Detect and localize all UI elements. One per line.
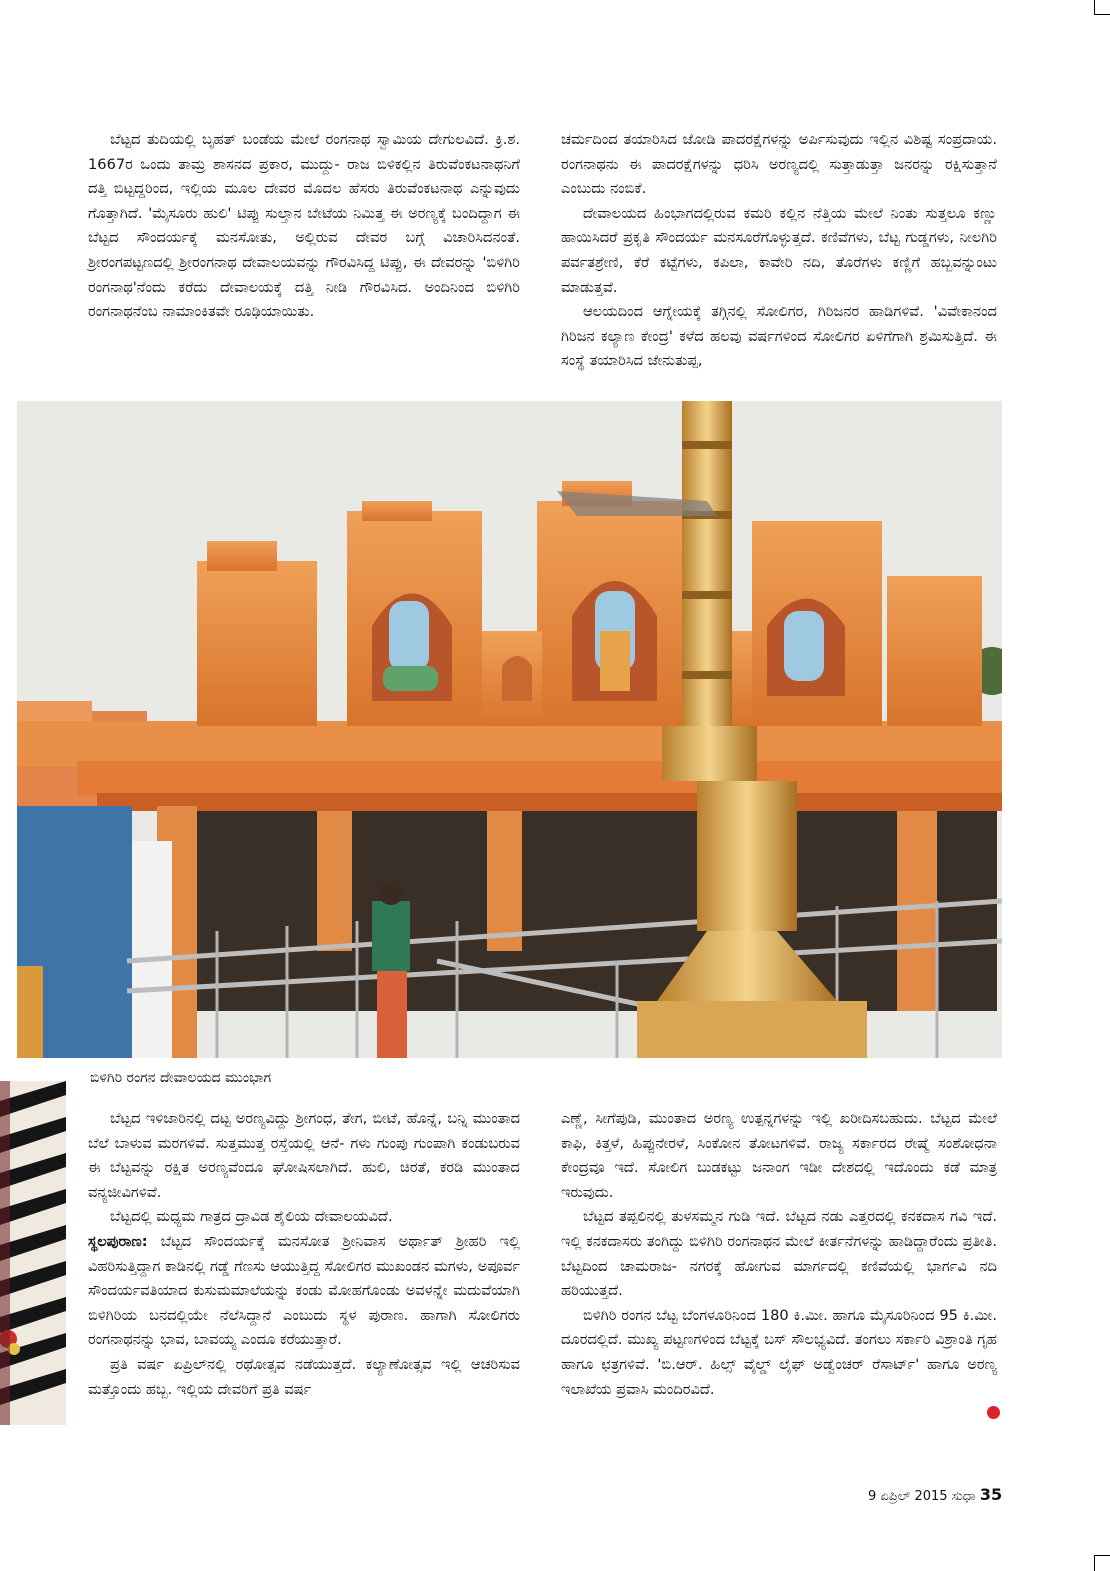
paragraph: ಬೆಟ್ಟದ ತುದಿಯಲ್ಲಿ ಬೃಹತ್ ಬಂಡೆಯ ಮೇಲೆ ರಂಗನಾಥ ಸ್ವಾಮಿಯ ದೇಗುಲವಿದೆ. ಕ್ರಿ.ಶ. 1667ರ ಒಂದು ತಾಮ್ರ ಶಾಸನದ ಪ್ರಕಾರ, ಮುದ್ದು- ರಾಜ ಬಿಳಿಕಲ್ಲಿನ ತಿರುವೆಂಕಟನಾಥನಿಗೆ ದತ್ತಿ ಬಿಟ್ಟದ್ದರಿಂದ, ಇಲ್ಲಿಯ ಮೂಲ ದೇವರ ಮೊದಲ ಹೆಸರು ತಿರುವೆಂಕಟನಾಥ ಎನ್ನುವುದು ಗೊತ್ತಾಗಿದೆ. 'ಮೈಸೂರು ಹುಲಿ' ಟಿಪ್ಪು ಸುಲ್ತಾನ ಬೇಟೆಯ ನಿಮಿತ್ತ ಈ ಅರಣ್ಯಕ್ಕೆ ಬಂದಿದ್ದಾಗ ಈ ಬೆಟ್ಟದ ಸೌಂದರ್ಯಕ್ಕೆ ಮನಸೋತು, ಅಲ್ಲಿರುವ ದೇವರ ಬಗ್ಗೆ ವಿಚಾರಿಸಿದನಂತೆ. ಶ್ರೀರಂಗಪಟ್ಟಣದಲ್ಲಿ ಶ್ರೀರಂಗನಾಥ ದೇವಾಲಯವನ್ನು ಗೌರವಿಸಿದ್ದ ಟಿಪ್ಪು, ಈ ದೇವರನ್ನು 'ಬಿಳಿಗಿರಿ ರಂಗನಾಥ'ನೆಂದು ಕರೆದು ದೇವಾಲಯಕ್ಕೆ ದತ್ತಿ ನೀಡಿ ಗೌರವಿಸಿದ. ಅಂದಿನಿಂದ ಬಿಳಿಗಿರಿ ರಂಗನಾಥನೆಂಬ ನಾಮಾಂಕಿತವೇ ರೂಢಿಯಾಯಿತು. [88,131,520,321]
article-bottom-right-column [561,1107,997,1402]
temple-front-photo [17,401,1002,1058]
paragraph: ಬೆಟ್ಟದಲ್ಲಿ ಮಧ್ಯಮ ಗಾತ್ರದ ದ್ರಾವಿಡ ಶೈಲಿಯ ದೇವಾಲಯವಿದೆ. [110,1208,393,1226]
paragraph: ಬೆಟ್ಟದ ತಪ್ಪಲಿನಲ್ಲಿ ತುಳಸಮ್ಮನ ಗುಡಿ ಇದೆ. ಬೆಟ್ಟದ ನಡು ಎತ್ತರದಲ್ಲಿ ಕನಕದಾಸ ಗವಿ ಇದೆ. ಇಲ್ಲಿ ಕನಕದಾಸರು ತಂಗಿದ್ದು ಬಿಳಿಗಿರಿ ರಂಗನಾಥನ ಮೇಲೆ ಕೀರ್ತನೆಗಳನ್ನು ಹಾಡಿದ್ದಾರೆಂದು ಪ್ರತೀತಿ. ಬೆಟ್ಟದಿಂದ ಚಾಮರಾಜ- ನಗರಕ್ಕೆ ಹೋಗುವ ಮಾರ್ಗದಲ್ಲಿ ಕಣಿವೆಯಲ್ಲಿ ಭಾರ್ಗವಿ ನದಿ ಹರಿಯುತ್ತದೆ. [561,1208,997,1300]
article-top-left-column [88,128,520,325]
side-photo-strip [0,1081,66,1425]
paragraph: ಪ್ರತಿ ವರ್ಷ ಏಪ್ರಿಲ್‌ನಲ್ಲಿ ರಥೋತ್ಸವ ನಡೆಯುತ್ತದೆ. ಕಲ್ಯಾಣೋತ್ಸವ ಇಲ್ಲಿ ಆಚರಿಸುವ ಮತ್ತೊಂದು ಹಬ್ಬ. ಇಲ್ಲಿಯ ದೇವರಿಗೆ ಪ್ರತಿ ವರ್ಷ [88,1355,520,1398]
paragraph: ಬಿಳಿಗಿರಿ ರಂಗನ ಬೆಟ್ಟ ಬೆಂಗಳೂರಿನಿಂದ 180 ಕಿ.ಮೀ. ಹಾಗೂ ಮೈಸೂರಿನಿಂದ 95 ಕಿ.ಮೀ. ದೂರದಲ್ಲಿದೆ. ಮುಖ್ಯ ಪಟ್ಟಣಗಳಿಂದ ಬೆಟ್ಟಕ್ಕೆ ಬಸ್ ಸೌಲಭ್ಯವಿದೆ. ತಂಗಲು ಸರ್ಕಾರಿ ವಿಶ್ರಾಂತಿ ಗೃಹ ಹಾಗೂ ಛತ್ರಗಳಿವೆ. 'ಬಿ.ಆರ್. ಹಿಲ್ಸ್ ವೈಲ್ಡ್ ಲೈಫ್ ಅಡ್ವೆಂಚರ್ ರೆಸಾರ್ಟ್' ಹಾಗೂ ಅರಣ್ಯ ಇಲಾಖೆಯ ಪ್ರವಾಸಿ ಮಂದಿರವಿದೆ. [561,1306,997,1398]
paragraph: ಎಣ್ಣೆ, ಸೀಗೆಪುಡಿ, ಮುಂತಾದ ಅರಣ್ಯ ಉತ್ಪನ್ನಗಳನ್ನು ಇಲ್ಲಿ ಖರೀದಿಸಬಹುದು. ಬೆಟ್ಟದ ಮೇಲೆ ಕಾಫಿ, ಕಿತ್ತಳೆ, ಹಿಪ್ಪುನೇರಳೆ, ಸಿಂಕೋನ ತೋಟಗಳಿವೆ. ರಾಜ್ಯ ಸರ್ಕಾರದ ರೇಷ್ಮೆ ಸಂಶೋಧನಾ ಕೇಂದ್ರವೂ ಇದೆ. ಸೋಲಿಗ ಬುಡಕಟ್ಟು ಜನಾಂಗ ಇಡೀ ದೇಶದಲ್ಲಿ ಇದೊಂದು ಕಡೆ ಮಾತ್ರ ಇರುವುದು. [561,1110,997,1201]
crop-mark-top-h [1094,14,1110,15]
article-top-right-column [561,128,997,374]
article-end-mark [987,1406,1000,1419]
issue-date: 9 ಏಪ್ರಿಲ್ 2015 [868,1489,948,1504]
magazine-name: ಸುಧಾ [951,1489,976,1504]
paragraph: ದೇವಾಲಯದ ಹಿಂಭಾಗದಲ್ಲಿರುವ ಕಮರಿ ಕಲ್ಲಿನ ನೆತ್ತಿಯ ಮೇಲೆ ನಿಂತು ಸುತ್ತಲೂ ಕಣ್ಣು ಹಾಯಿಸಿದರೆ ಪ್ರಕೃತಿ ಸೌಂದರ್ಯ ಮನಸೂರೆಗೊಳ್ಳುತ್ತದೆ. ಕಣಿವೆಗಳು, ಬೆಟ್ಟ ಗುಡ್ಡಗಳು, ನೀಲಗಿರಿ ಪರ್ವತಶ್ರೇಣಿ, ಕೆರೆ ಕಟ್ಟೆಗಳು, ಕಪಿಲಾ, ಕಾವೇರಿ ನದಿ, ತೊರೆಗಳು ಕಣ್ಣಿಗೆ ಹಬ್ಬವನ್ನುಂಟು ಮಾಡುತ್ತವೆ. [561,204,997,296]
crop-mark-bottom-h [1094,1555,1110,1556]
striped-saree-illustration [0,1081,66,1425]
crop-mark-top [1094,0,1095,14]
page-footer [868,1485,1002,1504]
sthala-purana-label: ಸ್ಥಲಪುರಾಣ: [88,1232,148,1250]
sthala-purana-paragraph [88,1230,520,1353]
sthala-purana-text: ಬೆಟ್ಟದ ಸೌಂದರ್ಯಕ್ಕೆ ಮನಸೋತ ಶ್ರೀನಿವಾಸ ಅರ್ಥಾತ್ ಶ್ರೀಹರಿ ಇಲ್ಲಿ ವಿಹರಿಸುತ್ತಿದ್ದಾಗ ಕಾಡಿನಲ್ಲಿ ಗಡ್ಡೆ ಗೆಣಸು ಆಯುತ್ತಿದ್ದ ಸೋಲಿಗರ ಮುಖಂಡನ ಮಗಳು, ಅಪೂರ್ವ ಸೌಂದರ್ಯವತಿಯಾದ ಕುಸುಮಮಾಲೆಯನ್ನು ಕಂಡು ಮೋಹಗೊಂಡು ಅವಳನ್ನೇ ಮದುವೆಯಾಗಿ ಬಿಳಿಗಿರಿಯ ಬನದಲ್ಲಿಯೇ ನೆಲೆಸಿದ್ದಾನೆ ಎಂಬುದು ಸ್ಥಳ ಪುರಾಣ. ಹಾಗಾಗಿ ಸೋಲಿಗರು ರಂಗನಾಥನನ್ನು ಭಾವ, ಬಾವಯ್ಯ ಎಂದೂ ಕರೆಯುತ್ತಾರೆ. [88,1232,520,1349]
paragraph: ಬೆಟ್ಟದ ಇಳಿಜಾರಿನಲ್ಲಿ ದಟ್ಟ ಅರಣ್ಯವಿದ್ದು ಶ್ರೀಗಂಧ, ತೇಗ, ಬೀಟೆ, ಹೊನ್ನೆ, ಬನ್ನಿ ಮುಂತಾದ ಬೆಲೆ ಬಾಳುವ ಮರಗಳಿವೆ. ಸುತ್ತಮುತ್ತ ರಸ್ತೆಯಲ್ಲಿ ಆನೆ- ಗಳು ಗುಂಪು ಗುಂಪಾಗಿ ಕಂಡುಬರುವ ಈ ಬೆಟ್ಟವನ್ನು ರಕ್ಷಿತ ಅರಣ್ಯವೆಂದೂ ಘೋಷಿಸಲಾಗಿದೆ. ಹುಲಿ, ಚಿರತೆ, ಕರಡಿ ಮುಂತಾದ ವನ್ಯಜೀವಿಗಳಿವೆ. [88,1110,520,1201]
temple-illustration [17,401,1002,1058]
photo-caption: ಬಿಳಿಗಿರಿ ರಂಗನ ದೇವಾಲಯದ ಮುಂಭಾಗ [90,1070,272,1086]
page-number: 35 [979,1485,1003,1504]
article-bottom-left-column [88,1107,520,1402]
paragraph: ಚರ್ಮದಿಂದ ತಯಾರಿಸಿದ ಜೋಡಿ ಪಾದರಕ್ಷೆಗಳನ್ನು ಅರ್ಪಿಸುವುದು ಇಲ್ಲಿನ ವಿಶಿಷ್ಟ ಸಂಪ್ರದಾಯ. ರಂಗನಾಥನು ಈ ಪಾದರಕ್ಷೆಗಳನ್ನು ಧರಿಸಿ ಅರಣ್ಯದಲ್ಲಿ ಸುತ್ತಾಡುತ್ತಾ ಜನರನ್ನು ರಕ್ಷಿಸುತ್ತಾನೆ ಎಂಬುದು ನಂಬಿಕೆ. [561,131,997,198]
paragraph: ಆಲಯದಿಂದ ಆಗ್ನೇಯಕ್ಕೆ ತಗ್ಗಿನಲ್ಲಿ ಸೋಲಿಗರ, ಗಿರಿಜನರ ಹಾಡಿಗಳಿವೆ. 'ವಿವೇಕಾನಂದ ಗಿರಿಜನ ಕಲ್ಯಾಣ ಕೇಂದ್ರ' ಕಳೆದ ಹಲವು ವರ್ಷಗಳಿಂದ ಸೋಲಿಗರ ಏಳಿಗೆಗಾಗಿ ಶ್ರಮಿಸುತ್ತಿದೆ. ಈ ಸಂಸ್ಥೆ ತಯಾರಿಸಿದ ಜೇನುತುಪ್ಪ, [561,303,997,370]
crop-mark-bottom [1094,1555,1095,1571]
